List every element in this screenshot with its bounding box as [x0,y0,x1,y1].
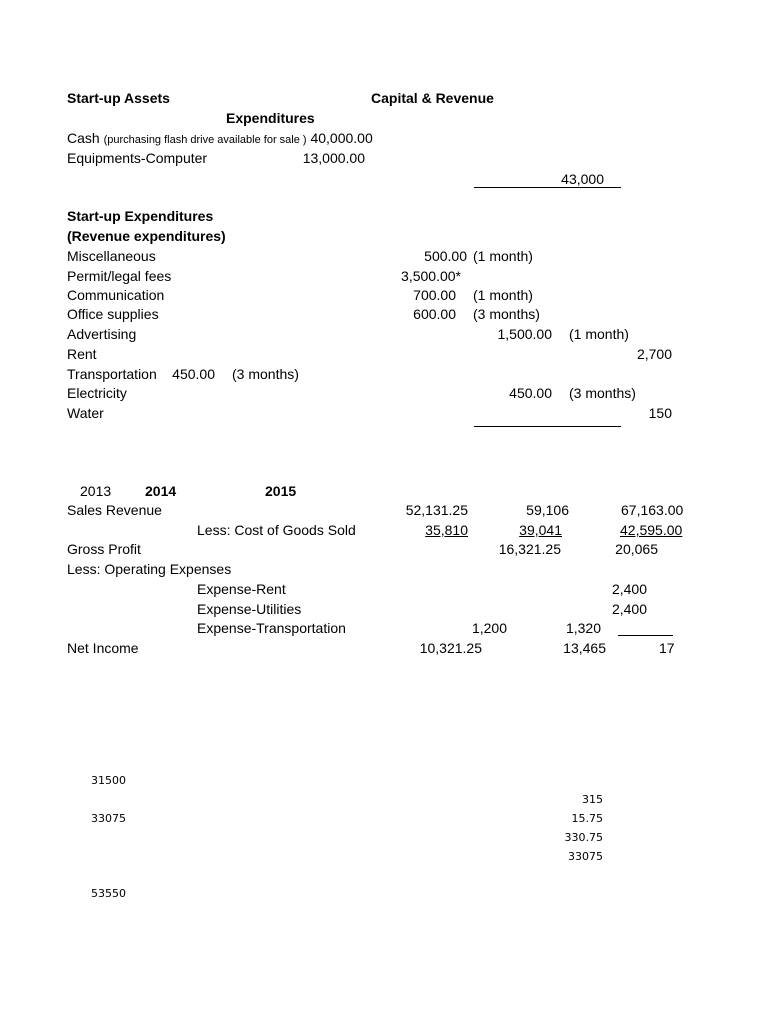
sales-2014: 59,106 [526,502,569,518]
permit-value: 3,500.00* [401,268,461,284]
exp-transport-2015: 1,320 [565,620,601,636]
cash-label: Cash [67,130,100,146]
expenditures-total-line [474,426,621,427]
calc-right-3: 330.75 [564,831,603,844]
exp-transport-label: Expense-Transportation [197,620,346,636]
opex-total-line [618,635,673,636]
calc-right-1: 315 [582,793,603,806]
sales-2015: 67,163.00 [621,502,684,518]
net-2014: 13,465 [563,640,606,656]
gross-2014: 16,321.25 [498,541,561,557]
water-value: 150 [648,405,672,421]
cash-note: (purchasing flash drive available for sale ) [103,134,307,146]
cogs-2014: 39,041 [519,522,562,538]
cogs-label: Less: Cost of Goods Sold [197,522,356,538]
year-2013: 2013 [80,483,112,499]
sales-label: Sales Revenue [67,502,162,518]
calc-right-4: 33075 [568,850,603,863]
cash-value: 40,000.00 [310,130,373,146]
exp-rent-label: Expense-Rent [197,581,286,597]
opex-label: Less: Operating Expenses [67,561,232,577]
net-label: Net Income [67,640,139,656]
advertising-note: (1 month) [569,326,629,342]
cogs-2015: 42,595.00 [620,522,683,538]
advertising-value: 1,500.00 [497,326,552,342]
calc-right-2: 15.75 [571,812,603,825]
assets-total: 43,000 [561,171,604,187]
communication-label: Communication [67,287,165,303]
cash-row [67,130,373,149]
misc-value: 500.00 [424,248,467,264]
cogs-2013: 35,810 [425,522,468,538]
calc-left-2: 33075 [91,812,126,825]
exp-rent-value: 2,400 [611,581,647,597]
electricity-label: Electricity [67,385,127,401]
exp-util-value: 2,400 [611,601,647,617]
electricity-value: 450.00 [509,385,552,401]
communication-value: 700.00 [413,287,456,303]
exp-transport-2014: 1,200 [471,620,507,636]
calc-left-1: 31500 [91,774,126,787]
calc-left-3: 53550 [91,887,126,900]
startup-exp-title: Start-up Expenditures [67,208,214,224]
misc-label: Miscellaneous [67,248,156,264]
equipment-label: Equipments-Computer [67,150,208,166]
year-2015: 2015 [265,483,297,499]
startup-assets-heading: Start-up Assets [67,90,170,106]
rent-label: Rent [67,346,97,362]
year-2014: 2014 [145,483,177,499]
capital-revenue-heading: Capital & Revenue [371,90,494,106]
net-2013: 10,321.25 [419,640,482,656]
office-value: 600.00 [413,306,456,322]
gross-2015: 20,065 [615,541,658,557]
transport-label: Transportation [67,366,157,382]
office-label: Office supplies [67,306,159,322]
misc-note: (1 month) [473,248,533,264]
gross-label: Gross Profit [67,541,141,557]
advertising-label: Advertising [67,326,137,342]
office-note: (3 months) [473,306,540,322]
transport-value: 450.00 [172,366,215,382]
communication-note: (1 month) [473,287,533,303]
permit-label: Permit/legal fees [67,268,172,284]
transport-note: (3 months) [232,366,299,382]
rent-value: 2,700 [636,346,672,362]
startup-exp-subtitle: (Revenue expenditures) [67,228,226,244]
equipment-value: 13,000.00 [302,150,365,166]
water-label: Water [67,405,104,421]
expenditures-heading: Expenditures [226,110,315,126]
net-2015: 17 [659,640,675,656]
sales-2013: 52,131.25 [405,502,468,518]
electricity-note: (3 months) [569,385,636,401]
exp-util-label: Expense-Utilities [197,601,302,617]
